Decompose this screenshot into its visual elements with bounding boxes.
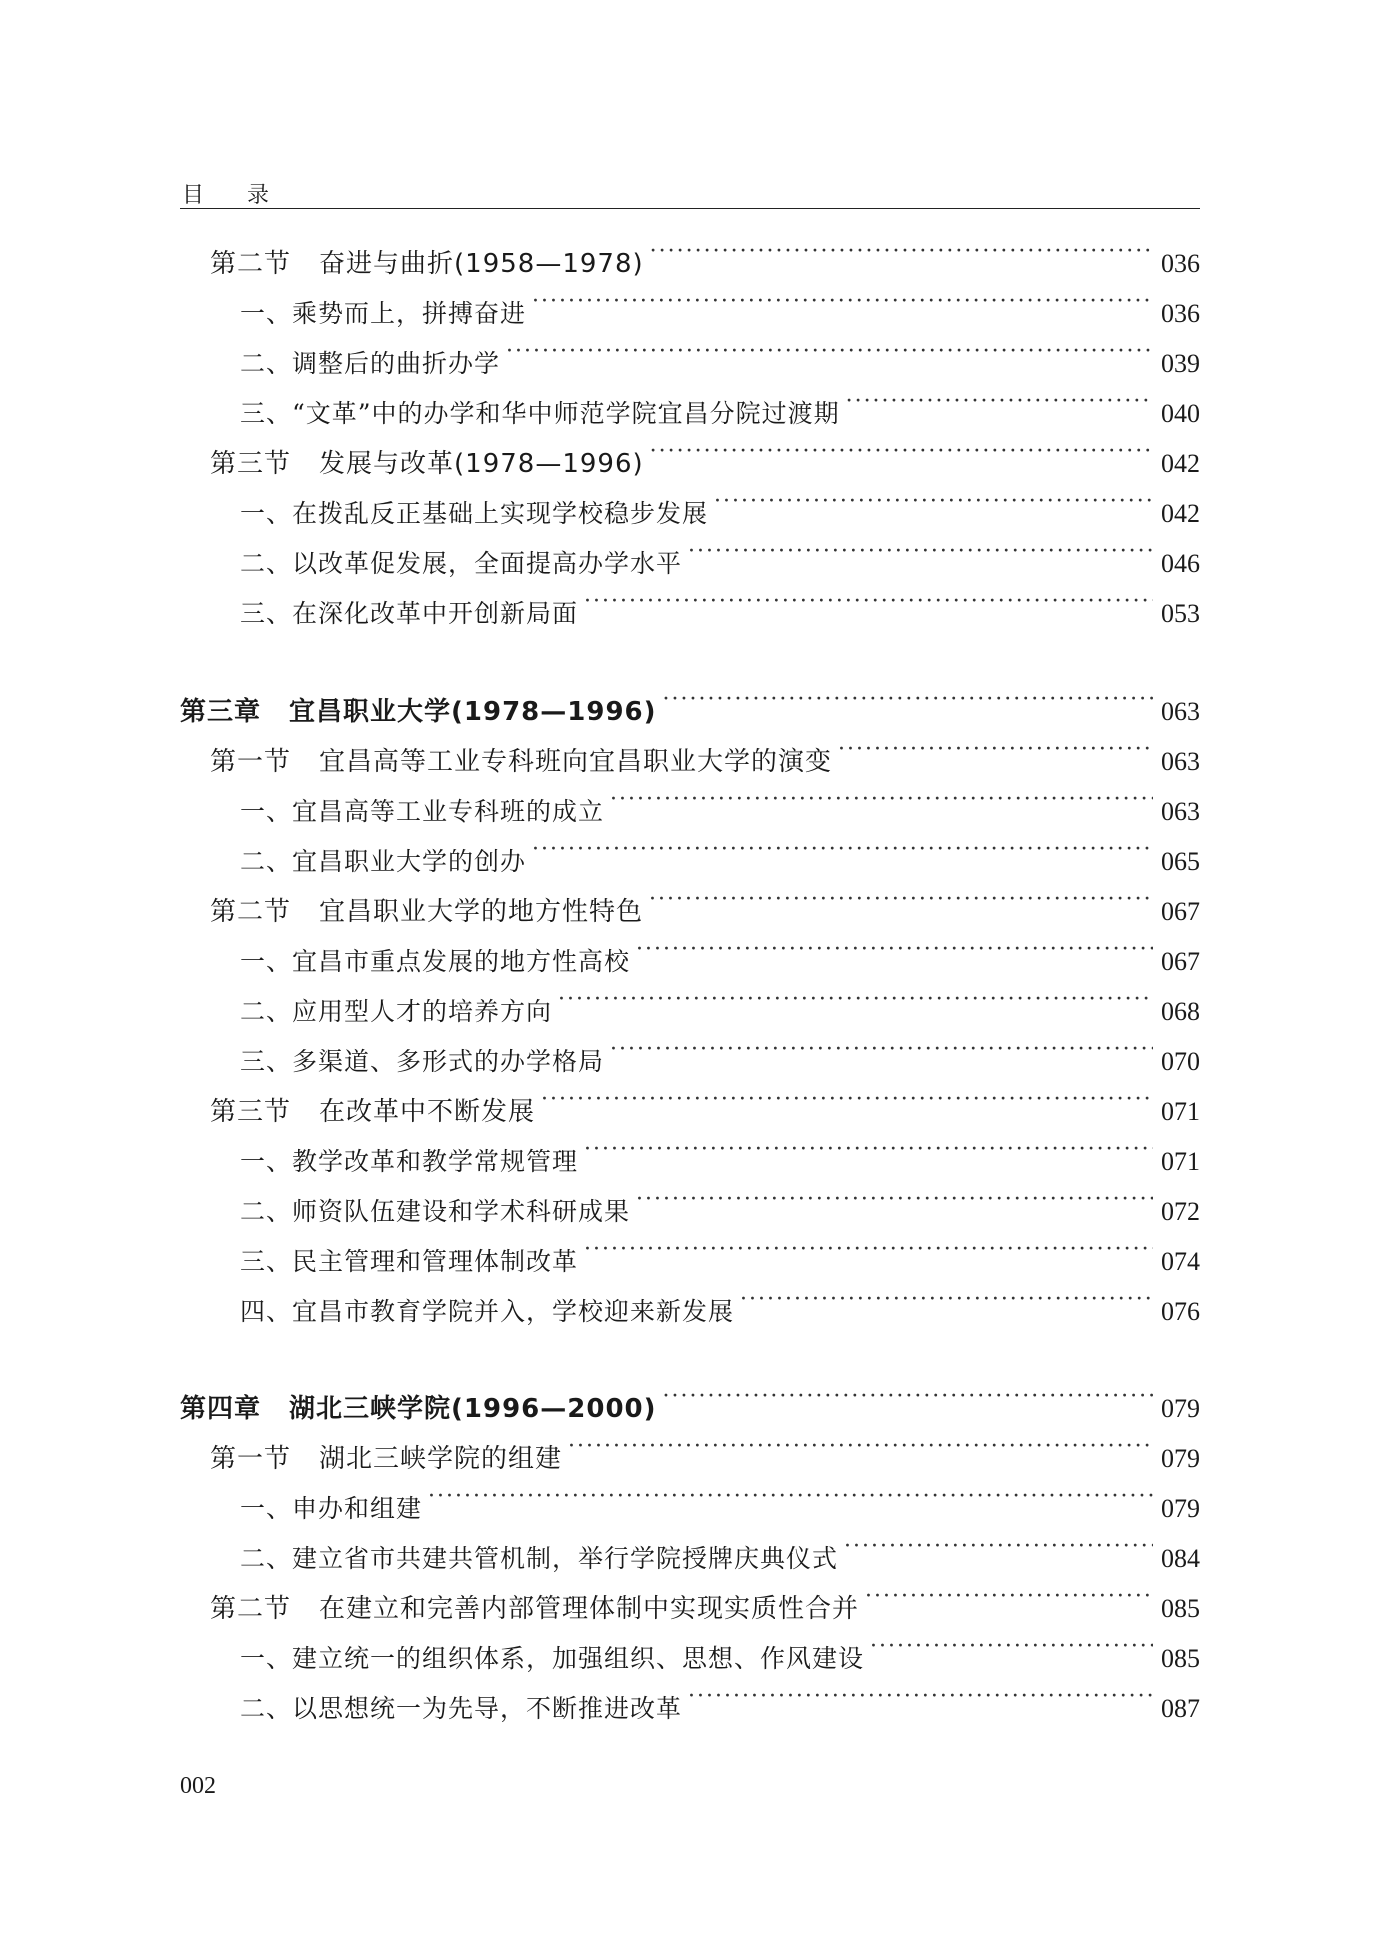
toc-entry-sub[interactable] <box>240 282 1200 328</box>
toc-entry-label <box>210 244 644 284</box>
toc-entry-label <box>240 1292 734 1332</box>
toc-entry-title: 二、调整后的曲折办学 <box>240 349 501 378</box>
toc-entry-label <box>240 1192 630 1232</box>
toc-entry-label <box>240 792 604 832</box>
toc-entry-title: 发展与改革(1978—1996) <box>319 449 644 479</box>
toc-entry-sub[interactable] <box>240 1280 1200 1326</box>
toc-entry-title: 二、宜昌职业大学的创办 <box>240 847 527 876</box>
toc-entry-page: 067 <box>1161 947 1200 976</box>
toc-entry-number: 第一节 <box>210 747 292 777</box>
dot-leader <box>865 1577 1153 1617</box>
dot-leader <box>532 282 1153 322</box>
toc-entry-title: 一、教学改革和教学常规管理 <box>240 1147 579 1176</box>
toc-entry-page: 070 <box>1161 1047 1200 1076</box>
toc-entry-page: 072 <box>1161 1197 1200 1226</box>
toc-entry-label <box>180 692 657 732</box>
toc-entry-label <box>210 742 832 782</box>
dot-leader <box>428 1477 1153 1517</box>
running-header <box>180 178 1200 209</box>
toc-entry-title: 二、建立省市共建共管机制，举行学院授牌庆典仪式 <box>240 1544 839 1573</box>
toc-entry-sub[interactable] <box>240 1130 1200 1176</box>
page-number: 002 <box>180 1773 216 1799</box>
toc-entry-chapter[interactable] <box>180 680 1200 727</box>
toc-entry-label <box>240 344 500 384</box>
toc-entry-page: 065 <box>1161 847 1200 876</box>
toc-entry-page: 079 <box>1161 1494 1200 1523</box>
toc-entry-sub[interactable] <box>240 1030 1200 1076</box>
dot-leader <box>844 1527 1153 1567</box>
toc-entry-page: 071 <box>1161 1147 1200 1176</box>
toc-entry-page: 042 <box>1161 449 1200 478</box>
toc-entry-page: 036 <box>1161 299 1200 328</box>
toc-entry-label <box>240 1539 838 1579</box>
toc-entry-chapter[interactable] <box>180 1377 1200 1424</box>
toc-entry-title: 二、以思想统一为先导，不断推进改革 <box>240 1694 683 1723</box>
dot-leader <box>663 1377 1153 1417</box>
dot-leader <box>532 830 1153 870</box>
toc-entry-sub[interactable] <box>240 482 1200 528</box>
toc-entry-label <box>240 842 526 882</box>
toc-entry-page: 084 <box>1161 1544 1200 1573</box>
dot-leader <box>688 532 1153 572</box>
toc-entry-page: 036 <box>1161 249 1200 278</box>
toc-entry-number: 第二节 <box>210 897 292 927</box>
dot-leader <box>740 1280 1153 1320</box>
toc-entry-title: 奋进与曲折(1958—1978) <box>319 249 644 279</box>
toc-entry-title: 三、多渠道、多形式的办学格局 <box>240 1047 605 1076</box>
toc-entry-page: 046 <box>1161 549 1200 578</box>
toc-entry-section[interactable] <box>210 1427 1200 1474</box>
toc-entry-title: 三、在深化改革中开创新局面 <box>240 599 579 628</box>
toc-entry-sub[interactable] <box>240 532 1200 578</box>
toc-entry-title: 四、宜昌市教育学院并入，学校迎来新发展 <box>240 1297 735 1326</box>
toc-entry-page: 068 <box>1161 997 1200 1026</box>
dot-leader <box>568 1427 1153 1467</box>
toc-entry-number: 第三节 <box>210 449 292 479</box>
toc-entry-sub[interactable] <box>240 1527 1200 1573</box>
toc-entry-number: 第三章 <box>180 697 262 727</box>
toc-entry-page: 039 <box>1161 349 1200 378</box>
toc-entry-page: 076 <box>1161 1297 1200 1326</box>
toc-entry-title: 一、申办和组建 <box>240 1494 423 1523</box>
toc-entry-title: 在改革中不断发展 <box>319 1097 536 1127</box>
toc-entry-page: 063 <box>1161 697 1200 726</box>
toc-entry-page: 063 <box>1161 747 1200 776</box>
toc-entry-label <box>240 1689 682 1729</box>
toc-entry-sub[interactable] <box>240 1180 1200 1226</box>
toc-entry-title: 二、以改革促发展，全面提高办学水平 <box>240 549 683 578</box>
toc-entry-sub[interactable] <box>240 830 1200 876</box>
dot-leader <box>688 1677 1153 1717</box>
toc-entry-title: 宜昌职业大学(1978—1996) <box>289 697 657 727</box>
toc-entry-title: 宜昌高等工业专科班向宜昌职业大学的演变 <box>319 747 833 777</box>
dot-leader <box>636 1180 1153 1220</box>
toc-entry-section[interactable] <box>210 432 1200 479</box>
toc-entry-page: 074 <box>1161 1247 1200 1276</box>
toc-entry-sub[interactable] <box>240 980 1200 1026</box>
toc-entry-title: 湖北三峡学院的组建 <box>319 1444 563 1474</box>
toc-entry-title: 一、乘势而上，拼搏奋进 <box>240 299 527 328</box>
toc-entry-page: 087 <box>1161 1694 1200 1723</box>
dot-leader <box>714 482 1153 522</box>
toc-entry-label <box>240 294 526 334</box>
toc-entry-title: 三、民主管理和管理体制改革 <box>240 1247 579 1276</box>
toc-entry-number: 第四章 <box>180 1394 262 1424</box>
dot-leader <box>584 582 1153 622</box>
toc-entry-number: 第三节 <box>210 1097 292 1127</box>
dot-leader <box>506 332 1153 372</box>
toc-entry-label <box>210 1092 535 1132</box>
toc-entry-label <box>210 1589 859 1629</box>
toc-entry-number: 第二节 <box>210 249 292 279</box>
toc-entry-section[interactable] <box>210 880 1200 927</box>
toc-entry-page: 085 <box>1161 1594 1200 1623</box>
dot-leader <box>846 382 1153 422</box>
toc-entry-label <box>210 892 643 932</box>
toc-entry-number: 第二节 <box>210 1594 292 1624</box>
toc-entry-sub[interactable] <box>240 780 1200 826</box>
toc-entry-title: 宜昌职业大学的地方性特色 <box>319 897 644 927</box>
toc-entry-title: 在建立和完善内部管理体制中实现实质性合并 <box>319 1594 860 1624</box>
toc-entry-title: 二、应用型人才的培养方向 <box>240 997 553 1026</box>
toc-entry-page: 079 <box>1161 1394 1200 1423</box>
toc-entry-label <box>240 1142 578 1182</box>
toc-entry-page: 085 <box>1161 1644 1200 1673</box>
dot-leader <box>558 980 1153 1020</box>
toc-entry-label <box>240 1042 604 1082</box>
toc-entry-sub[interactable] <box>240 582 1200 628</box>
toc-entry-label <box>210 444 644 484</box>
toc-entry-sub[interactable] <box>240 332 1200 378</box>
toc-entry-title: 一、在拨乱反正基础上实现学校稳步发展 <box>240 499 709 528</box>
toc-entry-number: 第一节 <box>210 1444 292 1474</box>
dot-leader <box>584 1130 1153 1170</box>
dot-leader <box>541 1080 1153 1120</box>
dot-leader <box>870 1627 1153 1667</box>
toc-entry-label <box>240 1242 578 1282</box>
dot-leader <box>584 1230 1153 1270</box>
toc-entry-page: 079 <box>1161 1444 1200 1473</box>
toc-entry-label <box>240 1489 422 1529</box>
dot-leader <box>663 680 1153 720</box>
toc-entry-section[interactable] <box>210 232 1200 279</box>
toc-entry-title: 二、师资队伍建设和学术科研成果 <box>240 1197 631 1226</box>
dot-leader <box>610 1030 1153 1070</box>
dot-leader <box>649 880 1153 920</box>
toc-entry-title: 一、宜昌高等工业专科班的成立 <box>240 797 605 826</box>
toc-entry-section[interactable] <box>210 730 1200 777</box>
toc-entry-label <box>180 1389 657 1429</box>
toc-entry-title: 一、建立统一的组织体系，加强组织、思想、作风建设 <box>240 1644 865 1673</box>
toc-entry-label <box>240 394 840 434</box>
toc-entry-label <box>240 594 578 634</box>
dot-leader <box>650 432 1153 472</box>
toc-entry-sub[interactable] <box>240 1230 1200 1276</box>
toc-entry-page: 042 <box>1161 499 1200 528</box>
toc-entry-sub[interactable] <box>240 1477 1200 1523</box>
toc-entry-label <box>240 942 630 982</box>
toc-entry-label <box>210 1439 562 1479</box>
toc-entry-title: 一、宜昌市重点发展的地方性高校 <box>240 947 631 976</box>
toc-entry-section[interactable] <box>210 1577 1200 1624</box>
toc-entry-label <box>240 544 682 584</box>
toc-entry-page: 063 <box>1161 797 1200 826</box>
toc-entry-page: 040 <box>1161 399 1200 428</box>
toc-entry-sub[interactable] <box>240 930 1200 976</box>
toc-entry-title: 湖北三峡学院(1996—2000) <box>289 1394 657 1424</box>
toc-entry-page: 053 <box>1161 599 1200 628</box>
toc-entry-sub[interactable] <box>240 1627 1200 1673</box>
header-title: 目 录 <box>182 183 287 208</box>
toc-entry-label <box>240 494 708 534</box>
toc-entry-label <box>240 1639 864 1679</box>
toc-entry-section[interactable] <box>210 1080 1200 1127</box>
toc-entry-sub[interactable] <box>240 1677 1200 1723</box>
toc-entry-page: 067 <box>1161 897 1200 926</box>
toc-entry-sub[interactable] <box>240 382 1200 428</box>
toc-entry-label <box>240 992 552 1032</box>
dot-leader <box>650 232 1153 272</box>
dot-leader <box>610 780 1153 820</box>
dot-leader <box>636 930 1153 970</box>
toc-entry-page: 071 <box>1161 1097 1200 1126</box>
dot-leader <box>838 730 1153 770</box>
toc-entry-title: 三、“文革”中的办学和华中师范学院宜昌分院过渡期 <box>240 399 840 428</box>
